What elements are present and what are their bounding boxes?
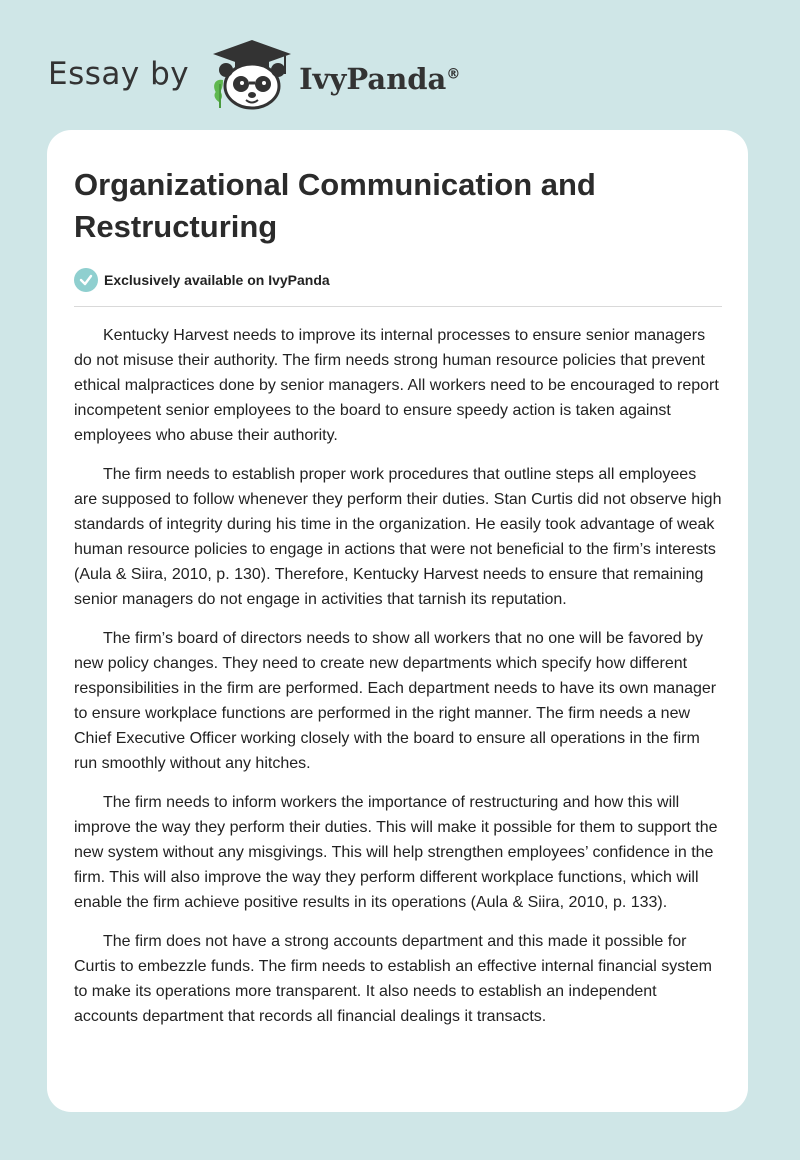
essay-title: Organizational Communication and Restructuring	[74, 167, 596, 244]
essay-card	[47, 130, 748, 1112]
paragraph: The firm’s board of directors needs to show all workers that no one will be favored by new policy changes. They need to create new departments which specify how different responsibilities in the firm are performed. Each department needs to have its own manager to ensure workplace functions are performed in the right manner. The firm needs a new Chief Executive Officer working closely with the board to ensure all operations in the firm run smoothly without any hitches.	[74, 630, 717, 772]
brand-name: IvyPanda®	[299, 62, 461, 96]
exclusive-badge	[74, 268, 722, 307]
essay-body	[74, 323, 722, 1029]
paragraph: The firm needs to establish proper work procedures that outline steps all employees are supposed to follow whenever they perform their duties. Stan Curtis did not observe high standards of integrity during his time in the organization. He easily took advantage of weak human resource policies to engage in actions that were not beneficial to the firm’s interests (Aula & Siira, 2010, p. 130). Therefore, Kentucky Harvest needs to ensure that remaining senior managers do not engage in activities that tarnish its reputation.	[74, 466, 722, 608]
paragraph: The firm needs to inform workers the importance of restructuring and how this will improve the way they perform their duties. This will make it possible for them to support the new system without any misgivings. This will help strengthen employees’ confidence in the firm. This will also improve the way they perform different workplace functions, which will enable the firm achieve positive results in its operations (Aula & Siira, 2010, p. 133).	[74, 794, 718, 911]
check-icon	[74, 268, 98, 292]
paragraph: Kentucky Harvest needs to improve its internal processes to ensure senior managers do not misuse their authority. The firm needs strong human resource policies that prevent ethical malpractices done by senior managers. All workers need to be encouraged to report incompetent senior employees to the board to ensure speedy action is taken against employees who abuse their authority.	[74, 327, 719, 444]
registered-mark: ®	[446, 66, 461, 83]
panda-graduate-icon	[207, 36, 297, 112]
essay-by-label: Essay by	[48, 56, 190, 92]
exclusive-label: Exclusively available on IvyPanda	[104, 272, 330, 288]
paragraph: The firm does not have a strong accounts department and this made it possible for Curtis to embezzle funds. The firm needs to establish an effective internal financial system to make its operations more transparent. It also needs to establish an independent accounts department that records all financial dealings it transacts.	[74, 933, 712, 1025]
site-header	[48, 36, 460, 112]
ivypanda-logo[interactable]	[207, 36, 460, 112]
